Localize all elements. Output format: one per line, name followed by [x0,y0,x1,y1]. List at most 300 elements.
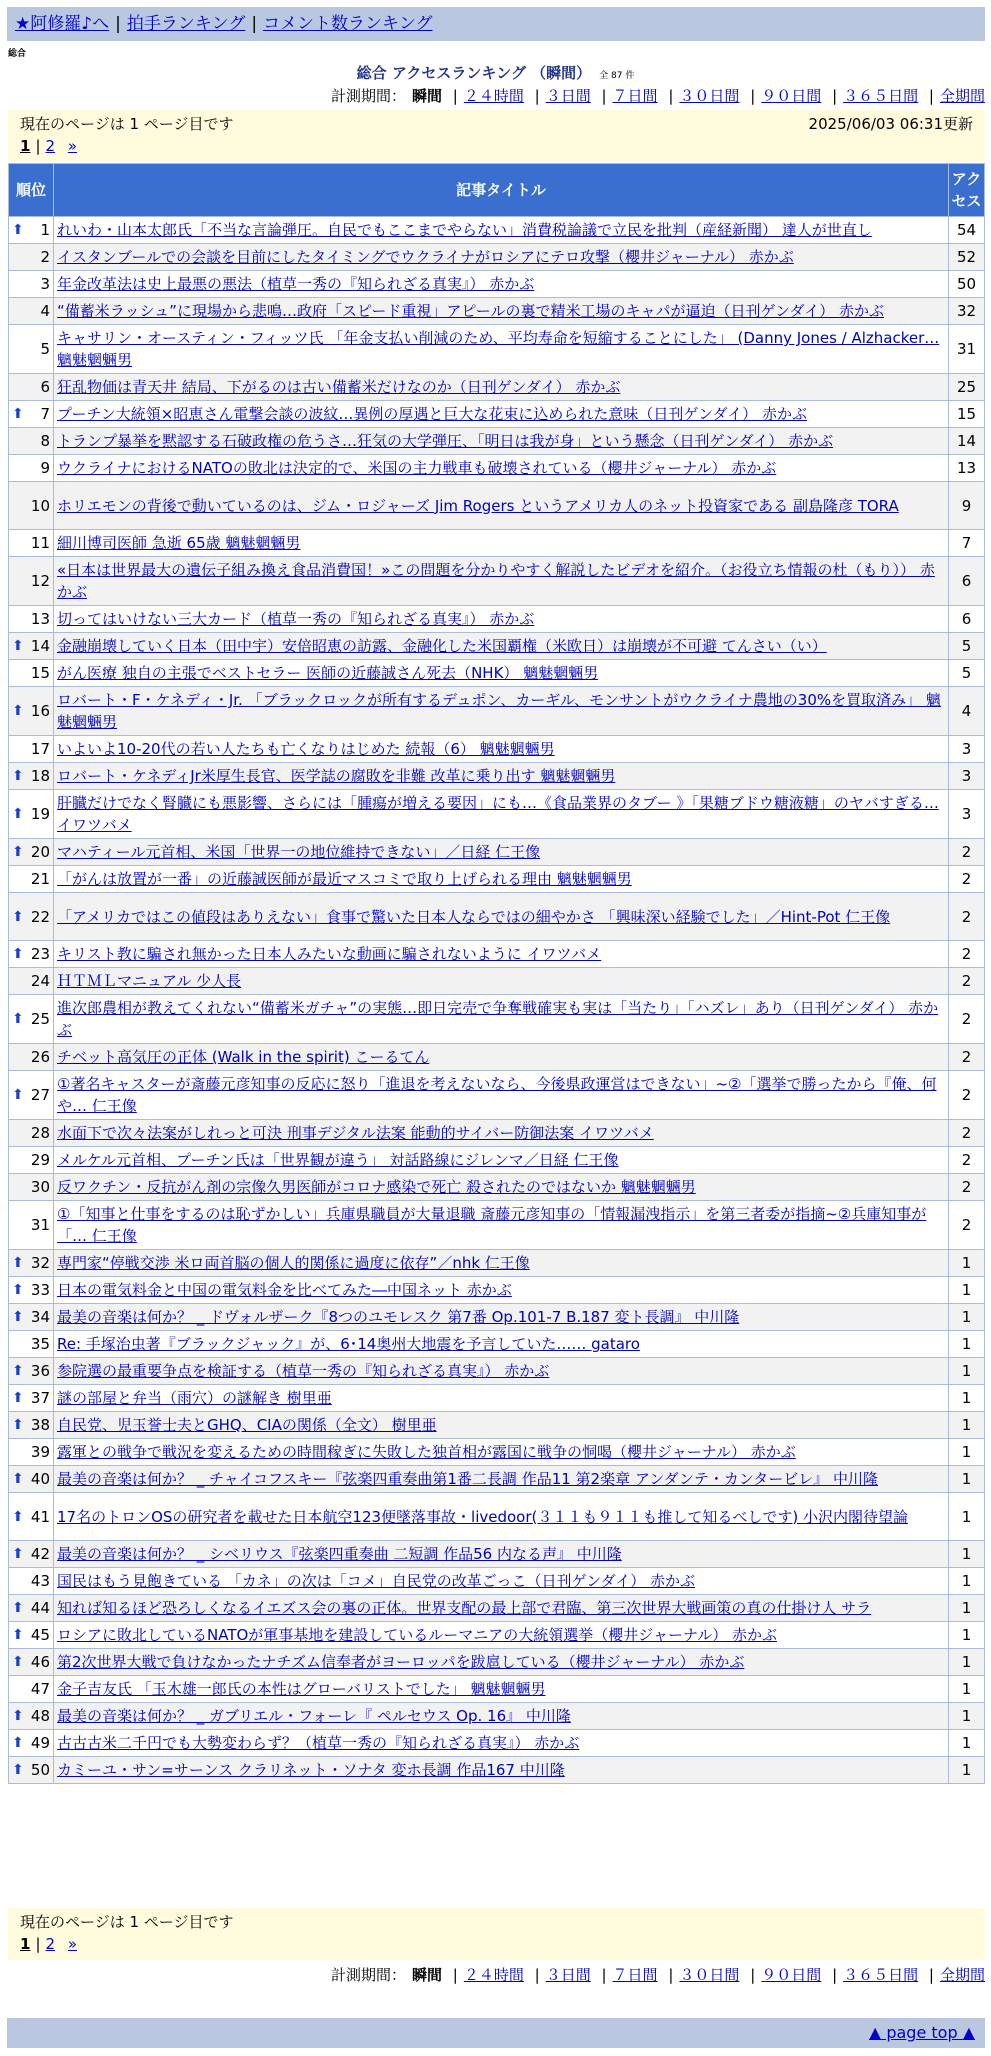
article-title-link[interactable]: メルケル元首相、プーチン氏は「世界観が違う」 対話路線にジレンマ／日経 仁王像 [57,1151,619,1169]
table-row [9,1358,985,1385]
table-row [9,428,985,455]
article-title-link[interactable]: がん医療 独自の主張でベストセラー 医師の近藤誠さん死去（NHK） 魑魅魍魎男 [57,664,599,682]
access-count: 2 [949,866,985,893]
article-title-link[interactable]: プーチン大統領×昭恵さん電撃会談の波紋…異例の厚遇と巨大な花束に込められた意味（日刊ゲンダイ） 赤かぶ [57,405,807,423]
access-count: 1 [949,1730,985,1757]
comment-ranking-link[interactable]: コメント数ランキング [263,14,433,34]
table-row [9,839,985,866]
article-title-link[interactable]: 謎の部屋と弁当（雨穴）の謎解き 樹里亜 [57,1389,332,1407]
period-link[interactable]: ３０日間 [679,87,740,105]
title-cell [54,1595,949,1622]
rank-cell [9,1071,54,1120]
rank-number: 25 [30,1010,50,1028]
title-cell [54,633,949,660]
rank-cell [9,1250,54,1277]
access-count: 2 [949,1044,985,1071]
title-cell [54,1147,949,1174]
rank-cell [9,1439,54,1466]
rank-number: 2 [40,248,50,266]
rank-number: 20 [30,843,50,861]
table-row [9,1331,985,1358]
access-count: 25 [949,374,985,401]
access-count: 2 [949,941,985,968]
rank-number: 22 [30,907,50,926]
access-count: 5 [949,633,985,660]
page-2-link[interactable]: 2 [45,1935,56,1953]
rank-cell [9,763,54,790]
article-title-link[interactable]: 露軍との戦争で戦況を変えるための時間稼ぎに失敗した独首相が露国に戦争の恫喝（櫻井ジャーナル） 赤かぶ [57,1443,796,1461]
rank-cell [9,968,54,995]
access-count: 1 [949,1676,985,1703]
title-cell [54,1541,949,1568]
rank-number: 38 [30,1416,50,1434]
up-arrow-icon: ⬆ [12,806,24,822]
table-row [9,271,985,298]
article-title-link[interactable]: キャサリン・オースティン・フィッツ氏 「年金支払い削減のため、平均寿命を短縮することにした」 (Danny Jones / Alzhacker… 魑魅魍魎男 [57,329,940,369]
rank-number: 7 [40,405,50,423]
article-title-link[interactable]: 細川博司医師 急逝 65歳 魑魅魍魎男 [57,534,301,552]
article-title-link[interactable]: 切ってはいけない三大カード（植草一秀の『知られざる真実』） 赤かぶ [57,610,535,628]
title-cell [54,482,949,530]
up-arrow-icon: ⬆ [12,1654,24,1670]
up-arrow-icon: ⬆ [12,222,24,238]
up-arrow-icon: ⬆ [12,1282,24,1298]
table-row [9,244,985,271]
article-title-link[interactable]: 進次郎農相が教えてくれない“備蓄米ガチャ”の実態…即日完売で争奪戦確実も実は「当たり」「ハズレ」あり（日刊ゲンダイ） 赤かぶ [57,999,939,1039]
rank-number: 28 [30,1124,50,1142]
table-row [9,1439,985,1466]
rank-number: 37 [30,1389,50,1407]
rank-number: 14 [30,637,50,655]
article-title-link[interactable]: ロバート・ケネディJr米厚生長官、医学誌の腐敗を非難 改革に乗り出す 魑魅魍魎男 [57,767,616,785]
period-link[interactable]: ３日間 [545,1966,591,1984]
access-count: 3 [949,736,985,763]
table-row [9,866,985,893]
rank-number: 39 [30,1443,50,1461]
period-link[interactable]: ２４時間 [463,87,524,105]
rank-cell [9,1568,54,1595]
table-row [9,1466,985,1493]
rank-number: 32 [30,1254,50,1272]
article-title-link[interactable]: 参院選の最重要争点を検証する（植草一秀の『知られざる真実』） 赤かぶ [57,1362,550,1380]
rank-number: 19 [30,805,50,823]
article-title-link[interactable]: “備蓄米ラッシュ”に現場から悲鳴…政府「スピード重視」アピールの裏で精米工場のキャパが逼迫（日刊ゲンダイ） 赤かぶ [57,302,885,320]
title-cell [54,298,949,325]
up-arrow-icon: ⬆ [12,1363,24,1379]
rank-cell [9,557,54,606]
article-title-link[interactable]: «日本は世界最大の遺伝子組み換え食品消費国！»この問題を分かりやすく解説したビデオを紹介。（お役立ち情報の杜（もり）） 赤かぶ [57,561,935,601]
table-row [9,1622,985,1649]
access-count: 1 [949,1595,985,1622]
rank-number: 46 [30,1653,50,1671]
article-title-link[interactable]: 「がんは放置が一番」の近藤誠医師が最近マスコミで取り上げられる理由 魑魅魍魎男 [57,870,632,888]
table-row [9,1044,985,1071]
article-title-link[interactable]: れいわ・山本太郎氏「不当な言論弾圧。自民でもここまでやらない」消費税論議で立民を批判（産経新聞） 達人が世直し [57,221,872,239]
access-count: 2 [949,1201,985,1250]
access-count: 1 [949,1331,985,1358]
rank-number: 21 [30,870,50,888]
breadcrumb: 総合 [8,49,27,59]
up-arrow-icon: ⬆ [12,1471,24,1487]
page-top-link[interactable]: ▲ page top ▲ [868,2023,975,2042]
article-title-link[interactable]: ＨＴＭＬマニュアル 少人長 [57,972,242,990]
period-link[interactable]: 全期間 [939,87,985,105]
rank-cell [9,1757,54,1784]
article-title-link[interactable]: ホリエモンの背後で動いているのは、ジム・ロジャーズ Jim Rogers というアメリカ人のネット投資家である 副島隆彦 TORA [57,496,899,515]
up-arrow-icon: ⬆ [12,406,24,422]
rank-number: 24 [30,972,50,990]
rank-cell [9,1201,54,1250]
page-current: 1 [20,1935,31,1953]
rank-cell [9,995,54,1044]
access-count: 2 [949,839,985,866]
title-cell [54,790,949,839]
rank-number: 30 [30,1178,50,1196]
article-title-link[interactable]: 国民はもう見飽きている 「カネ」の次は「コメ」自民党の改革ごっこ（日刊ゲンダイ） 赤かぶ [57,1572,696,1590]
access-count: 1 [949,1541,985,1568]
rank-number: 23 [30,945,50,963]
ranking-table [8,163,985,1784]
rank-number: 40 [30,1470,50,1488]
up-arrow-icon: ⬆ [12,1255,24,1271]
access-count: 7 [949,530,985,557]
article-title-link[interactable]: 17名のトロンOSの研究者を載せた日本航空123便墜落事故・livedoor(３１１も９１１も推して知るべしです) 小沢内閣待望論 [57,1507,909,1526]
page-status: 現在のページは 1 ページ目です [20,115,234,133]
access-count: 50 [949,271,985,298]
rank-cell [9,1412,54,1439]
access-count: 1 [949,1304,985,1331]
access-count: 2 [949,1147,985,1174]
up-arrow-icon: ⬆ [12,1508,24,1525]
rank-cell [9,1358,54,1385]
rank-cell [9,606,54,633]
rank-cell [9,271,54,298]
article-title-link[interactable]: 最美の音楽は何か？ _ チャイコフスキー『弦楽四重奏曲第1番二長調 作品11 第2楽章 アンダンテ・カンタービレ』 中川隆 [57,1470,878,1488]
rank-cell [9,1703,54,1730]
up-arrow-icon: ⬆ [12,946,24,962]
access-count: 9 [949,482,985,530]
title-cell [54,1277,949,1304]
title-cell [54,1120,949,1147]
article-title-link[interactable]: 肝臓だけでなく腎臓にも悪影響、さらには「腫瘍が増える要因」にも…《食品業界のタブー 》「果糖ブドウ糖液糖」のヤバすぎる… イワツバメ [57,794,939,834]
article-title-link[interactable]: 反ワクチン・反抗がん剤の宗像久男医師がコロナ感染で死亡 殺されたのではないか 魑魅魍魎男 [57,1178,696,1196]
title-cell [54,530,949,557]
access-count: 1 [949,1358,985,1385]
article-title-link[interactable]: 古古古米二千円でも大勢変わらず？（植草一秀の『知られざる真実』） 赤かぶ [57,1734,580,1752]
period-link[interactable]: ９０日間 [761,1966,822,1984]
article-title-link[interactable]: ①著名キャスターが斎藤元彦知事の反応に怒り「進退を考えないなら、今後県政運営はできない」~②「選挙で勝ったから『俺、何や… 仁王像 [57,1075,937,1115]
title-cell [54,374,949,401]
rank-number: 35 [30,1335,50,1353]
table-row [9,1493,985,1541]
title-cell [54,1331,949,1358]
access-count: 2 [949,1174,985,1201]
article-title-link[interactable]: チベット高気圧の正体 (Walk in the spirit) こーるてん [57,1048,430,1066]
rank-number: 4 [40,302,50,320]
title-cell [54,763,949,790]
rank-number: 29 [30,1151,50,1169]
next-page-link[interactable]: » [67,1935,78,1953]
article-title-link[interactable]: 水面下で次々法案がしれっと可決 刑事デジタル法案 能動的サイバー防御法案 イワツバメ [57,1124,654,1142]
table-row [9,763,985,790]
table-row [9,1174,985,1201]
rank-number: 41 [30,1507,50,1526]
up-arrow-icon: ⬆ [12,1627,24,1643]
period-label: 計測期間： [330,87,406,105]
article-title-link[interactable]: カミーユ・サン=サーンス クラリネット・ソナタ 変ホ長調 作品167 中川隆 [57,1761,565,1779]
table-row [9,660,985,687]
title-cell [54,1071,949,1120]
article-title-link[interactable]: ロバート・F・ケネディ・Jr. 「ブラックロックが所有するデュポン、カーギル、モンサントがウクライナ農地の30%を買取済み」 魑魅魍魎男 [57,691,941,731]
table-row [9,1676,985,1703]
access-count: 1 [949,1568,985,1595]
rank-cell [9,790,54,839]
article-title-link[interactable]: トランプ暴挙を黙認する石破政権の危うさ…狂気の大学弾圧、「明日は我が身」という懸念（日刊ゲンダイ） 赤かぶ [57,432,834,450]
title-cell [54,557,949,606]
table-row [9,1120,985,1147]
article-title-link[interactable]: 最美の音楽は何か？ _ ガブリエル・フォーレ『 ペルセウス Op. 16』 中川隆 [57,1707,571,1725]
rank-number: 13 [30,610,50,628]
article-title-link[interactable]: 金子吉友氏 「玉木雄一郎氏の本性はグローバリストでした」 魑魅魍魎男 [57,1680,546,1698]
period-link[interactable]: ３０日間 [679,1966,740,1984]
title-cell [54,1044,949,1071]
ranking-title: 総合 アクセスランキング （瞬間） [356,64,592,82]
rank-cell [9,1331,54,1358]
page-links: 1 | 2 » [20,1935,78,1953]
access-count: 1 [949,1622,985,1649]
rank-cell [9,1622,54,1649]
period-link[interactable]: ２４時間 [463,1966,524,1984]
article-title-link[interactable]: 第2次世界大戦で負けなかったナチズム信奉者がヨーロッパを跋扈している（櫻井ジャーナル） 赤かぶ [57,1653,745,1671]
rank-number: 45 [30,1626,50,1644]
rank-number: 42 [30,1545,50,1563]
access-count: 3 [949,790,985,839]
rank-cell [9,1147,54,1174]
period-link[interactable]: ７日間 [612,87,658,105]
up-arrow-icon: ⬆ [12,1735,24,1751]
access-count: 1 [949,1277,985,1304]
table-row [9,790,985,839]
table-row [9,687,985,736]
rank-header: 順位 [9,164,54,217]
rank-cell [9,217,54,244]
rank-number: 50 [30,1761,50,1779]
table-row [9,968,985,995]
access-count: 32 [949,298,985,325]
access-header: アクセス [949,164,985,217]
applause-ranking-link[interactable]: 拍手ランキング [126,14,246,34]
table-row [9,1730,985,1757]
rank-number: 44 [30,1599,50,1617]
article-title-link[interactable]: 金融崩壊していく日本（田中宇）安倍昭恵の訪露、金融化した米国覇権（米欧日）は崩壊が不可避 てんさい（い） [57,637,827,655]
article-title-link[interactable]: 最美の音楽は何か？ _ ドヴォルザーク『8つのユモレスク 第7番 Op.101-7 B.187 変ト長調』 中川隆 [57,1308,740,1326]
period-link[interactable]: 全期間 [939,1966,985,1984]
table-row [9,1649,985,1676]
table-row [9,1757,985,1784]
up-arrow-icon: ⬆ [12,1390,24,1406]
table-row [9,633,985,660]
title-cell [54,217,949,244]
rank-number: 18 [30,767,50,785]
rank-cell [9,1385,54,1412]
rank-cell [9,1304,54,1331]
access-count: 54 [949,217,985,244]
table-row [9,893,985,941]
article-title-link[interactable]: マハティール元首相、米国「世界一の地位維持できない」／日経 仁王像 [57,843,541,861]
period-link[interactable]: ７日間 [612,1966,658,1984]
period-label: 計測期間： [330,1966,406,1984]
access-count: 6 [949,557,985,606]
article-title-link[interactable]: ロシアに敗北しているNATOが軍事基地を建設しているルーマニアの大統領選挙（櫻井ジャーナル） 赤かぶ [57,1626,778,1644]
access-count: 2 [949,1120,985,1147]
table-row [9,1201,985,1250]
rank-cell [9,1044,54,1071]
rank-cell [9,325,54,374]
table-row [9,374,985,401]
page-title [0,62,991,83]
article-title-link[interactable]: 年金改革法は史上最悪の悪法（植草一秀の『知られざる真実』） 赤かぶ [57,275,535,293]
rank-cell [9,1541,54,1568]
next-page-link[interactable]: » [67,137,78,155]
rank-cell [9,1595,54,1622]
updated-time: 2025/06/03 06:31更新 [808,115,973,133]
rank-number: 15 [30,664,50,682]
title-cell [54,1730,949,1757]
title-cell [54,736,949,763]
title-cell [54,1649,949,1676]
title-cell [54,271,949,298]
page-links: 1 | 2 » [20,137,78,155]
rank-number: 16 [30,702,50,720]
period-link[interactable]: ３６５日間 [843,1966,919,1984]
table-row [9,557,985,606]
access-count: 1 [949,1439,985,1466]
rank-cell [9,428,54,455]
access-count: 52 [949,244,985,271]
title-cell [54,401,949,428]
title-cell [54,1174,949,1201]
article-title-link[interactable]: 最美の音楽は何か？ _ シベリウス『弦楽四重奏曲 二短調 作品56 内なる声』 中川隆 [57,1545,622,1563]
article-title-link[interactable]: イスタンブールでの会談を目前にしたタイミングでウクライナがロシアにテロ攻撃（櫻井ジャーナル） 赤かぶ [57,248,794,266]
period-selector-bottom: 計測期間： 瞬間 | ２４時間 | ３日間 | ７日間 | ３０日間 | ９０日間 | ３６５日間 | 全期間 [330,1966,985,1984]
page-2-link[interactable]: 2 [45,137,56,155]
rank-number: 27 [30,1086,50,1104]
up-arrow-icon: ⬆ [12,1708,24,1724]
rank-number: 8 [40,432,50,450]
title-cell [54,995,949,1044]
access-count: 5 [949,660,985,687]
up-arrow-icon: ⬆ [12,1762,24,1778]
title-cell [54,1622,949,1649]
rank-number: 43 [30,1572,50,1590]
title-cell [54,1250,949,1277]
title-cell [54,1201,949,1250]
table-row [9,217,985,244]
rank-cell [9,374,54,401]
access-count: 1 [949,1250,985,1277]
article-title-link[interactable]: いよいよ10-20代の若い人たちも亡くなりはじめた 続報（6） 魑魅魍魎男 [57,740,555,758]
access-count: 2 [949,893,985,941]
table-row [9,1277,985,1304]
period-current: 瞬間 [411,1966,442,1984]
rank-cell [9,660,54,687]
period-selector-top: 計測期間： 瞬間 | ２４時間 | ３日間 | ７日間 | ３０日間 | ９０日間 | ３６５日間 | 全期間 [330,87,985,105]
article-title-link[interactable]: 狂乱物価は青天井 結局、下がるのは古い備蓄米だけなのか（日刊ゲンダイ） 赤かぶ [57,378,621,396]
rank-number: 5 [40,340,50,358]
article-title-link[interactable]: キリスト教に騙され無かった日本人みたいな動画に騙されないように イワツバメ [57,945,602,963]
table-row [9,455,985,482]
access-count: 1 [949,1466,985,1493]
article-title-link[interactable]: 自民党、児玉誉士夫とGHQ、CIAの関係（全文） 樹里亜 [57,1416,437,1434]
period-current: 瞬間 [411,87,442,105]
rank-number: 1 [40,221,50,239]
article-title-link[interactable]: 「アメリカではこの値段はありえない」食事で驚いた日本人ならではの細やかさ 「興味深い経験でした」／Hint-Pot 仁王像 [57,907,891,926]
access-count: 1 [949,1703,985,1730]
table-row [9,606,985,633]
period-link[interactable]: ９０日間 [761,87,822,105]
rank-number: 6 [40,378,50,396]
table-row [9,1703,985,1730]
up-arrow-icon: ⬆ [12,1417,24,1433]
period-link[interactable]: ３日間 [545,87,591,105]
access-count: 15 [949,401,985,428]
period-link[interactable]: ３６５日間 [843,87,919,105]
up-arrow-icon: ⬆ [12,1011,24,1027]
title-header: 記事タイトル [54,164,949,217]
title-cell [54,1757,949,1784]
rank-cell [9,839,54,866]
up-arrow-icon: ⬆ [12,768,24,784]
rank-cell [9,941,54,968]
rank-cell [9,1174,54,1201]
title-cell [54,1412,949,1439]
title-cell [54,893,949,941]
article-title-link[interactable]: Re: 手塚治虫著『ブラックジャック』が、6･14奥州大地震を予言していた…… gataro [57,1335,640,1353]
table-row [9,482,985,530]
table-row [9,401,985,428]
home-link[interactable]: ★阿修羅♪へ [15,14,110,34]
nav-separator: | [115,14,121,34]
page-status: 現在のページは 1 ページ目です [20,1913,234,1931]
table-row [9,1412,985,1439]
rank-cell [9,401,54,428]
article-title-link[interactable]: 日本の電気料金と中国の電気料金を比べてみた―中国ネット 赤かぶ [57,1281,512,1299]
article-title-link[interactable]: 専門家“停戦交渉 米ロ両首脳の個人的関係に過度に依存”／nhk 仁王像 [57,1254,530,1272]
article-title-link[interactable]: 知れば知るほど恐ろしくなるイエズス会の裏の正体。世界支配の最上部で君臨、第三次世界大戦画策の真の仕掛け人 サラ [57,1599,872,1617]
title-cell [54,866,949,893]
table-row [9,1071,985,1120]
title-cell [54,1385,949,1412]
article-title-link[interactable]: ①「知事と仕事をするのは恥ずかしい」兵庫県職員が大量退職 斎藤元彦知事の「情報漏洩指示」を第三者委が指摘~②兵庫知事が「… 仁王像 [57,1205,927,1245]
rank-number: 36 [30,1362,50,1380]
rank-cell [9,1466,54,1493]
access-count: 1 [949,1412,985,1439]
title-cell [54,455,949,482]
up-arrow-icon: ⬆ [12,844,24,860]
up-arrow-icon: ⬆ [12,908,24,925]
table-header [9,164,985,217]
article-title-link[interactable]: ウクライナにおけるNATOの敗北は決定的で、米国の主力戦車も破壊されている（櫻井ジャーナル） 赤かぶ [57,459,777,477]
access-count: 1 [949,1493,985,1541]
access-count: 6 [949,606,985,633]
title-cell [54,1304,949,1331]
title-cell [54,839,949,866]
rank-cell [9,866,54,893]
table-row [9,1385,985,1412]
rank-cell [9,893,54,941]
up-arrow-icon: ⬆ [12,703,24,719]
up-arrow-icon: ⬆ [12,1309,24,1325]
